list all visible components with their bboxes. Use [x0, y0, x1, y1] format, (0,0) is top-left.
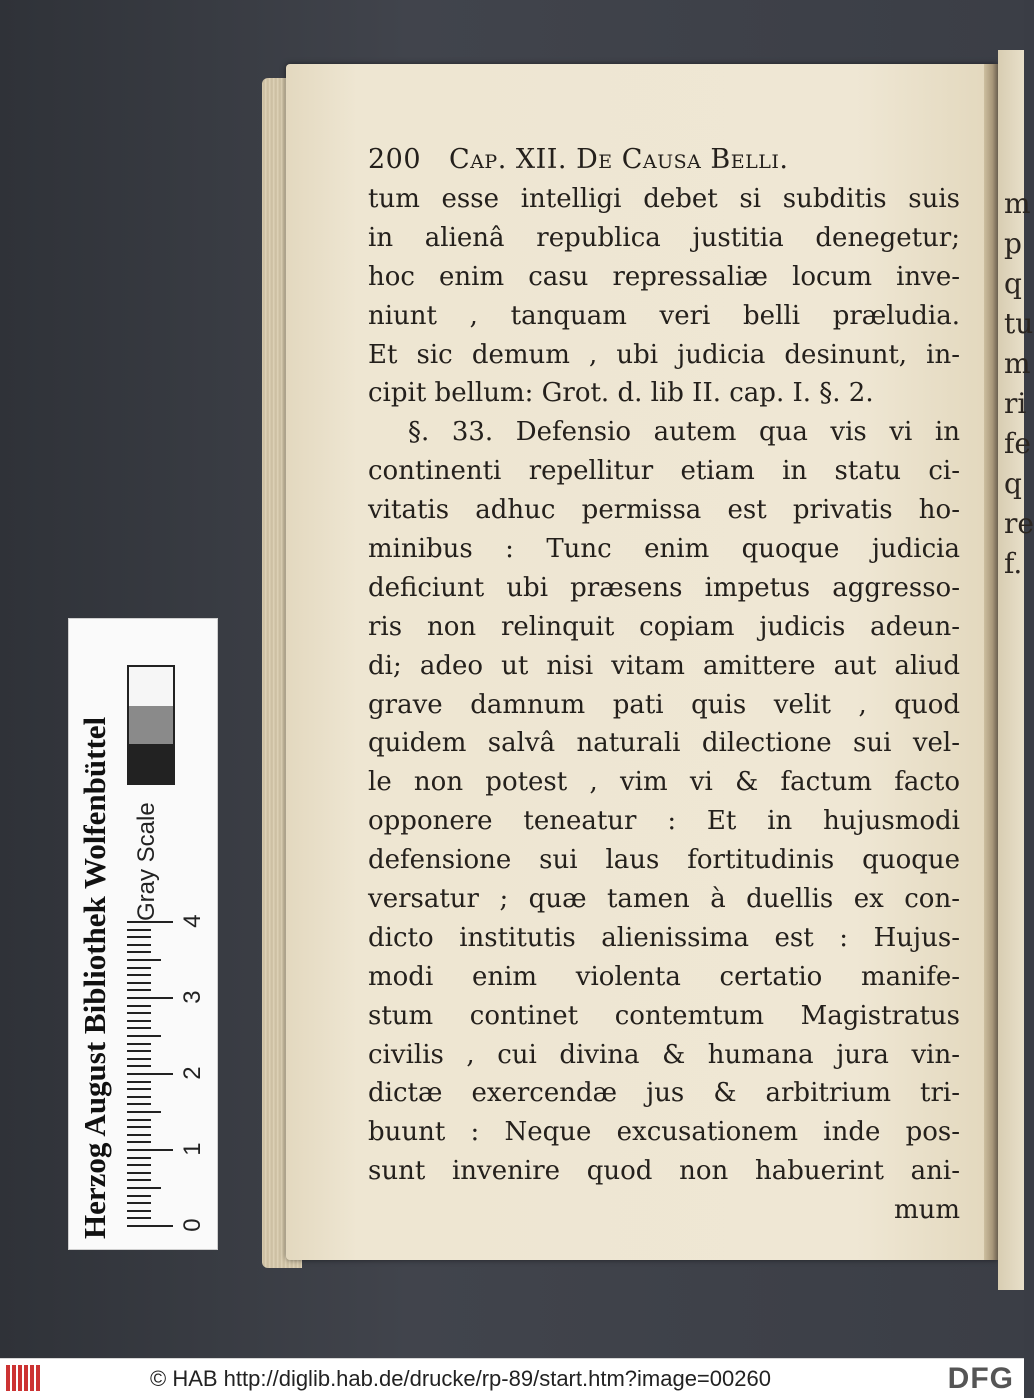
footer-bar	[0, 1358, 1024, 1398]
dfg-logo: DFG	[947, 1362, 1014, 1395]
ruler-tick	[127, 1210, 151, 1212]
text-line: hoc enim casu repressaliæ locum inve-	[368, 261, 960, 292]
ruler-tick	[127, 1050, 151, 1052]
ruler-tick	[127, 1134, 151, 1136]
ruler-tick	[127, 974, 151, 976]
ruler-tick	[127, 1141, 151, 1143]
text-line: §. 33. Defensio autem qua vis vi in	[408, 417, 960, 448]
page-body-text	[368, 140, 960, 1230]
ruler-tick	[127, 1195, 151, 1197]
ruler-tick	[127, 1073, 173, 1075]
gray-swatch	[129, 706, 173, 745]
ruler-tick	[127, 982, 151, 984]
text-line: grave damnum pati quis velit , quod	[368, 689, 960, 720]
catchword: mum	[893, 1195, 960, 1226]
text-line: minibus : Tunc enim quoque judicia	[368, 534, 960, 565]
text-line: quidem salvâ naturali dilectione sui vel-	[368, 728, 960, 759]
institution-name: Herzog August Bibliothek Wolfenbüttel	[77, 716, 112, 1239]
text-line: continenti repellitur etiam in statu ci-	[368, 456, 960, 487]
ruler-tick	[127, 1027, 151, 1029]
text-line: cipit bellum: Grot. d. lib II. cap. I. §. 2.	[368, 378, 874, 409]
facing-page-letter: m	[1004, 347, 1031, 380]
ruler-tick	[127, 1065, 151, 1067]
ruler-number: 0	[179, 1218, 206, 1232]
ruler-number: 1	[179, 1142, 206, 1156]
hab-logo-icon	[6, 1365, 46, 1391]
text-line: dicto institutis alienissima est : Hujus-	[368, 922, 960, 953]
ruler-tick	[127, 929, 151, 931]
ruler-tick	[127, 1119, 151, 1121]
ruler-tick	[127, 1225, 173, 1227]
text-line: modi enim violenta certatio manife-	[368, 961, 960, 992]
ruler-tick	[127, 1202, 151, 1204]
text-line: opponere teneatur : Et in hujusmodi	[368, 806, 960, 837]
book-gutter	[984, 64, 998, 1260]
gray-scale-label: Gray Scale	[133, 802, 160, 921]
text-line: niunt , tanquam veri belli præludia.	[368, 300, 960, 331]
text-line: tum esse intelligi debet si subditis suis	[368, 184, 960, 214]
ruler-tick	[127, 1149, 173, 1151]
text-line: defensione sui laus fortitudinis quoque	[368, 845, 960, 876]
ruler-tick	[127, 936, 151, 938]
ruler-tick	[127, 944, 151, 946]
facing-page-letter: q	[1004, 467, 1022, 500]
ruler-tick	[127, 1081, 151, 1083]
ruler-tick	[127, 1020, 151, 1022]
facing-page-letter: tu	[1004, 307, 1034, 340]
ruler-tick	[127, 1058, 151, 1060]
ruler-tick	[127, 1005, 151, 1007]
ruler-tick	[127, 1043, 151, 1045]
ruler-tick	[127, 1126, 151, 1128]
color-chart-ruler	[68, 618, 218, 1250]
gray-swatches	[127, 665, 175, 785]
running-head	[368, 140, 960, 180]
ruler-tick	[127, 1035, 161, 1037]
ruler-tick	[127, 1103, 151, 1105]
facing-page-letter: re	[1004, 507, 1034, 540]
page-number: 200	[368, 144, 422, 175]
facing-page-letter: fe	[1004, 427, 1031, 460]
ruler-tick	[127, 1187, 161, 1189]
ruler-tick	[127, 997, 173, 999]
facing-page-letter: f.	[1004, 547, 1023, 580]
ruler-number: 3	[179, 990, 206, 1004]
ruler-number: 2	[179, 1066, 206, 1080]
text-line: di; adeo ut nisi vitam amittere aut aliud	[368, 650, 960, 681]
facing-page-letter: q	[1004, 267, 1022, 300]
footer-credit: © HAB http://diglib.hab.de/drucke/rp-89/start.htm?image=00260	[150, 1366, 771, 1391]
text-line: in alienâ republica justitia denegetur;	[368, 222, 960, 253]
text-line: le non potest , vim vi & factum facto	[368, 767, 960, 798]
facing-page-letter: ri	[1004, 387, 1027, 420]
text-line: ris non relinquit copiam judicis adeun-	[368, 611, 960, 642]
white-swatch	[129, 667, 173, 706]
ruler-tick	[127, 1217, 151, 1219]
text-line: deficiunt ubi præsens impetus aggresso-	[368, 572, 960, 603]
ruler-tick	[127, 1111, 161, 1113]
running-head-title: Cap. XII. De Causa Belli.	[449, 144, 789, 175]
ruler-tick	[127, 959, 161, 961]
centimeter-scale	[123, 899, 211, 1233]
text-line: vitatis adhuc permissa est privatis ho-	[368, 495, 960, 526]
text-line: buunt : Neque excusationem inde pos-	[368, 1117, 960, 1148]
ruler-tick	[127, 1096, 151, 1098]
ruler-tick	[127, 1088, 151, 1090]
ruler-tick	[127, 1012, 151, 1014]
text-line: stum continet contemtum Magistratus	[368, 1000, 960, 1031]
text-line: sunt invenire quod non habuerint ani-	[368, 1156, 960, 1187]
ruler-tick	[127, 1172, 151, 1174]
facing-page-letter: m	[1004, 187, 1031, 220]
text-line: Et sic demum , ubi judicia desinunt, in-	[368, 339, 960, 370]
text-line: civilis , cui divina & humana jura vin-	[368, 1039, 960, 1070]
facing-page-letter: p	[1004, 227, 1022, 260]
text-line: dictæ exercendæ jus & arbitrium tri-	[368, 1078, 960, 1109]
ruler-tick	[127, 1179, 151, 1181]
ruler-tick	[127, 951, 151, 953]
ruler-tick	[127, 1164, 151, 1166]
ruler-tick	[127, 967, 151, 969]
facing-page-fragment	[998, 50, 1034, 1290]
text-line: versatur ; quæ tamen à duellis ex con-	[368, 884, 960, 915]
ruler-tick	[127, 921, 173, 923]
ruler-tick	[127, 1157, 151, 1159]
ruler-number: 4	[179, 914, 206, 928]
ruler-tick	[127, 989, 151, 991]
